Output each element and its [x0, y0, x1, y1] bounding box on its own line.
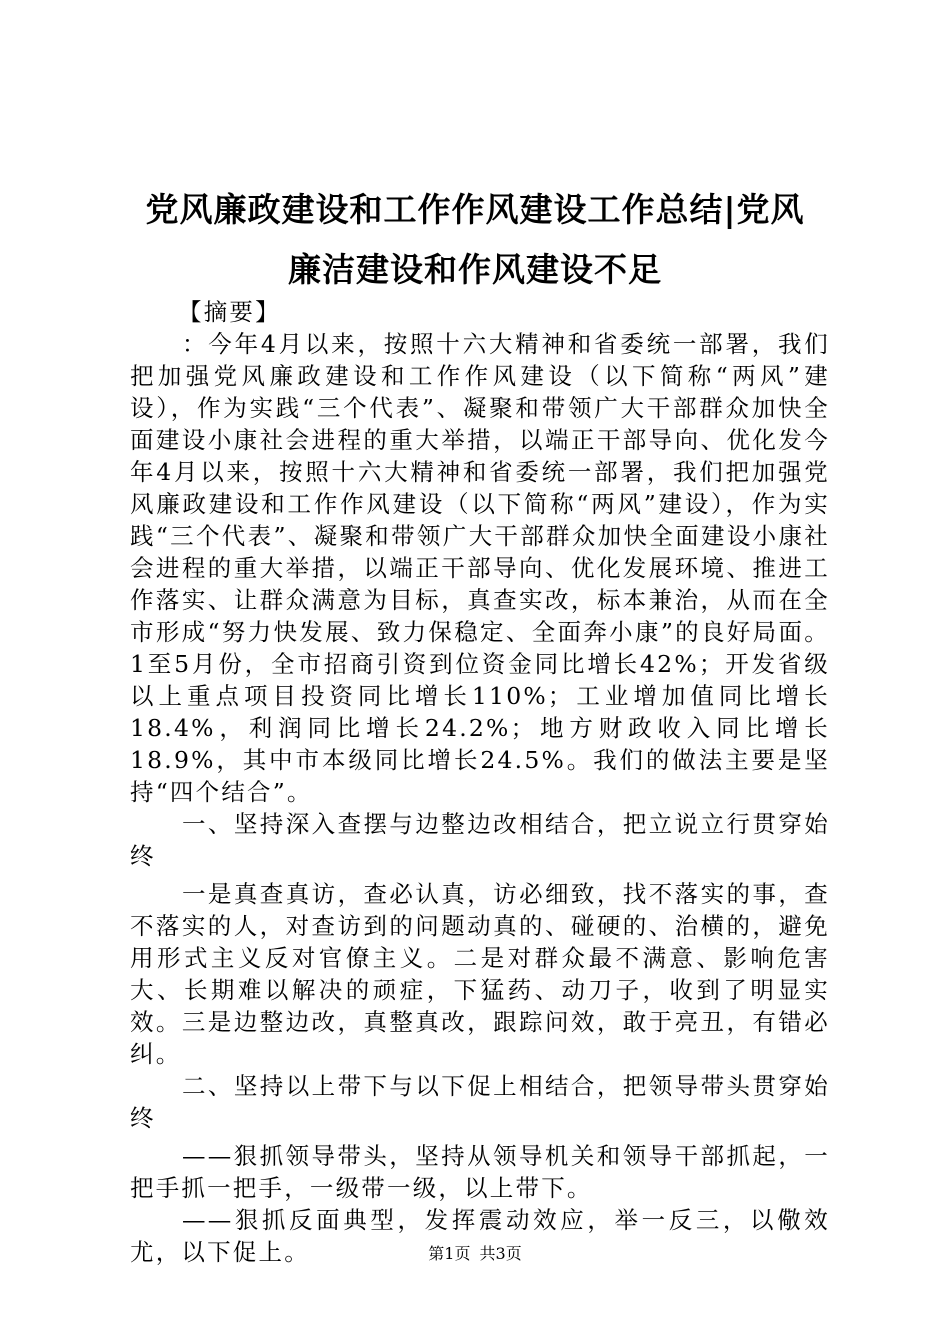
document-body [130, 296, 830, 1268]
page-total: 共3页 [479, 1244, 522, 1263]
document-title [120, 180, 830, 300]
page-footer [0, 1241, 950, 1264]
section-heading-2: 二、坚持以上带下与以下促上相结合，把领导带头贯穿始终 [130, 1072, 830, 1132]
title-line-2: 廉洁建设和作风建设不足 [288, 250, 662, 289]
section-heading-1: 一、坚持深入查摆与边整边改相结合，把立说立行贯穿始终 [130, 810, 830, 870]
title-line-1: 党风廉政建设和工作作风建设工作总结|党风 [145, 190, 805, 229]
paragraph-section-1: 一是真查真访，查必认真，访必细致，找不落实的事，查不落实的人，对查访到的问题动真的、碰硬的、治横的，避免用形式主义反对官僚主义。二是对群众最不满意、影响危害大、长期难以解决的顽症，下猛药、动刀子，收到了明显实效。三是边整边改，真整真改，跟踪问效，敢于亮丑，有错必纠。 [130, 880, 830, 1068]
paragraph-intro: ：今年4月以来，按照十六大精神和省委统一部署，我们把加强党风廉政建设和工作作风建设（以下简称“两风”建设），作为实践“三个代表”、凝聚和带领广大干部群众加快全面建设小康社会进程的重大举措，以端正干部导向、优化发今年4月以来，按照十六大精神和省委统一部署，我们把加强党风廉政建设和工作作风建设（以下简称“两风”建设），作为实践“三个代表”、凝聚和带领广大干部群众加快全面建设小康社会进程的重大举措，以端正干部导向、优化发展环境、推进工作落实、让群众满意为目标，真查实改，标本兼治，从而在全市形成“努力快发展、致力保稳定、全面奔小康”的良好局面。1至5月份，全市招商引资到位资金同比增长42%；开发省级以上重点项目投资同比增长110%；工业增加值同比增长18.4%，利润同比增长24.2%；地方财政收入同比增长18.9%，其中市本级同比增长24.5%。我们的做法主要是坚持“四个结合”。 [130, 330, 830, 806]
abstract-label: 【摘要】 [178, 298, 281, 326]
page-number: 第1页 [428, 1244, 471, 1263]
paragraph-leader-example: ——狠抓领导带头，坚持从领导机关和领导干部抓起，一把手抓一把手，一级带一级，以上带下。 [130, 1142, 830, 1202]
paragraph-negative-example: ——狠抓反面典型，发挥震动效应，举一反三，以儆效尤，以下促上。 [130, 1206, 830, 1266]
